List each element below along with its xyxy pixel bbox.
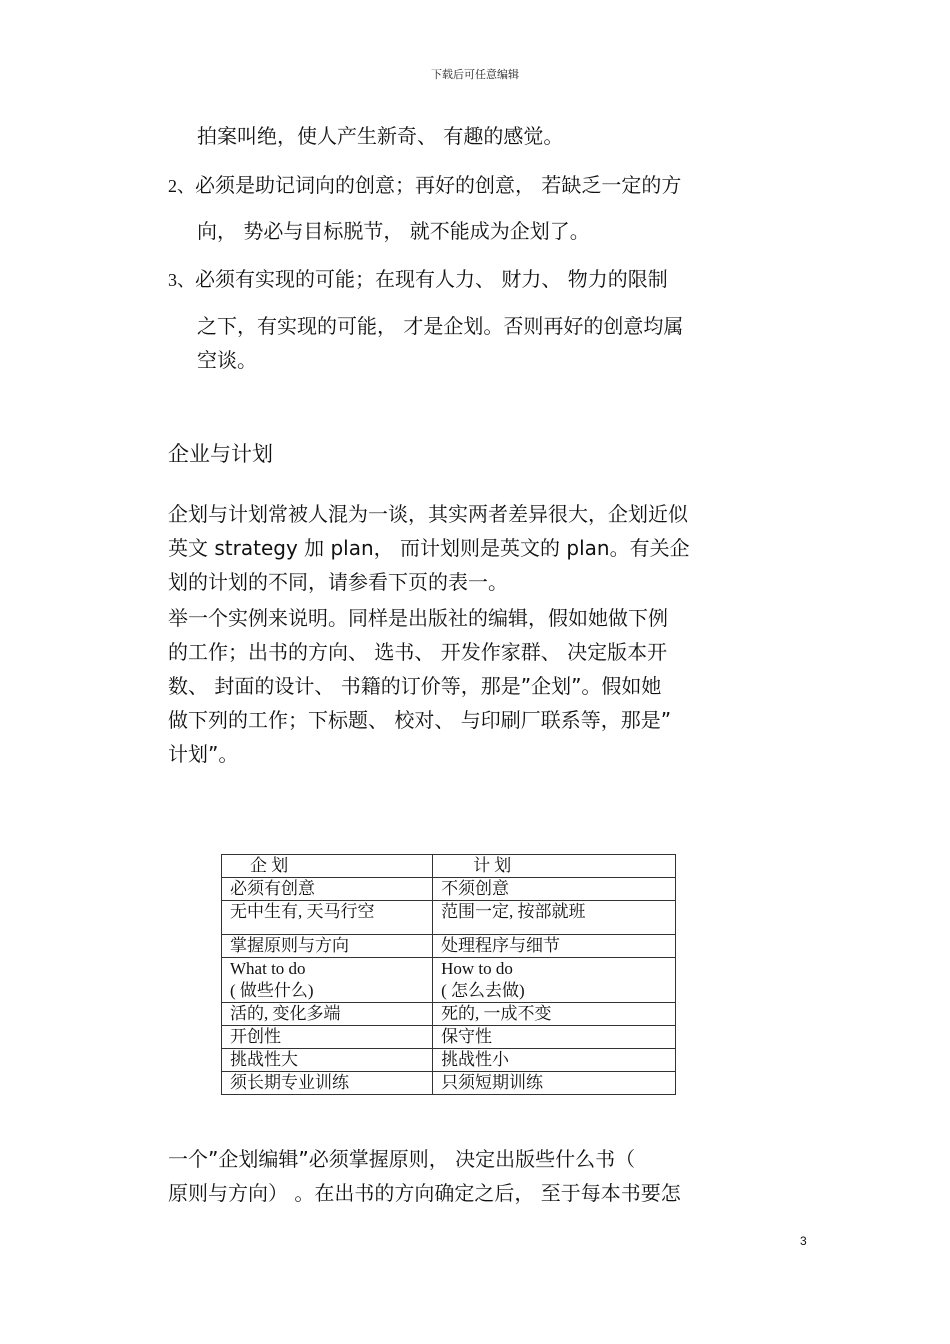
table-cell: 不须创意 <box>433 878 676 901</box>
table-cell: 开创性 <box>222 1026 433 1049</box>
table-cell: 无中生有, 天马行空 <box>222 901 433 935</box>
table-cell-subline: ( 做些什么) <box>230 981 314 1000</box>
paragraph-line: 计划”。 <box>168 742 239 766</box>
list-text: 必须有实现的可能；在现有人力、 财力、 物力的限制 <box>195 267 668 291</box>
table-row <box>222 1026 676 1049</box>
paragraph-line: 企划与计划常被人混为一谈，其实两者差异很大，企划近似 <box>168 502 688 526</box>
table-cell-subline: ( 怎么去做) <box>441 981 525 1000</box>
paragraph-line: 的工作；出书的方向、 选书、 开发作家群、 决定版本开 <box>168 640 668 664</box>
table-cell: 活的, 变化多端 <box>222 1003 433 1026</box>
list-item-2-line1 <box>168 171 681 200</box>
table-cell-line: How to do <box>441 959 513 978</box>
table-row <box>222 878 676 901</box>
header-note: 下载后可任意编辑 <box>431 68 519 81</box>
table-row <box>222 958 676 1003</box>
table-cell <box>433 958 676 1003</box>
paragraph-line: 划的计划的不同，请参看下页的表一。 <box>168 570 508 594</box>
list-number: 3、 <box>168 270 195 290</box>
list-text: 必须是助记词向的创意；再好的创意， 若缺乏一定的方 <box>195 173 682 197</box>
comparison-table <box>221 854 676 1095</box>
paragraph-line: 举一个实例来说明。同样是出版社的编辑，假如她做下例 <box>168 606 668 630</box>
list-item-3-line2: 之下，有实现的可能， 才是企划。否则再好的创意均属 <box>197 314 684 338</box>
table-row <box>222 935 676 958</box>
table-cell: 保守性 <box>433 1026 676 1049</box>
list-item-2-line2: 向， 势必与目标脱节， 就不能成为企划了。 <box>197 219 590 243</box>
list-number: 2、 <box>168 176 195 196</box>
table-header-row <box>222 855 676 878</box>
table-cell: 挑战性小 <box>433 1049 676 1072</box>
table-row <box>222 1072 676 1095</box>
paragraph-1 <box>168 497 778 599</box>
paragraph-line: 原则与方向） 。在出书的方向确定之后， 至于每本书要怎 <box>168 1181 681 1205</box>
table-cell: 掌握原则与方向 <box>222 935 433 958</box>
list-item-3-line1 <box>168 265 668 294</box>
table-header-cell: 企 划 <box>222 855 433 878</box>
paragraph-line: 数、 封面的设计、 书籍的订价等，那是”企划”。假如她 <box>168 674 662 698</box>
table-cell: 挑战性大 <box>222 1049 433 1072</box>
paragraph-line: 一个”企划编辑”必须掌握原则， 决定出版些什么书（ <box>168 1147 636 1171</box>
continuation-line: 拍案叫绝，使人产生新奇、 有趣的感觉。 <box>197 124 564 148</box>
table-cell-line: What to do <box>230 959 306 978</box>
table-cell: 必须有创意 <box>222 878 433 901</box>
paragraph-line: 英文 strategy 加 plan， 而计划则是英文的 plan。有关企 <box>168 536 690 560</box>
section-heading: 企业与计划 <box>168 442 273 466</box>
list-item-3-line3: 空谈。 <box>197 348 257 372</box>
paragraph-line: 做下列的工作；下标题、 校对、 与印刷厂联系等，那是” <box>168 708 672 732</box>
page-number: 3 <box>800 1234 807 1248</box>
paragraph-3 <box>168 1142 778 1210</box>
table-row <box>222 1003 676 1026</box>
table-row <box>222 1049 676 1072</box>
table-cell <box>222 958 433 1003</box>
table-cell: 处理程序与细节 <box>433 935 676 958</box>
table-cell: 只须短期训练 <box>433 1072 676 1095</box>
table-row <box>222 901 676 935</box>
paragraph-2 <box>168 601 778 771</box>
table-cell: 死的, 一成不变 <box>433 1003 676 1026</box>
table-header-cell: 计 划 <box>433 855 676 878</box>
table-cell: 范围一定, 按部就班 <box>433 901 676 935</box>
table-cell: 须长期专业训练 <box>222 1072 433 1095</box>
